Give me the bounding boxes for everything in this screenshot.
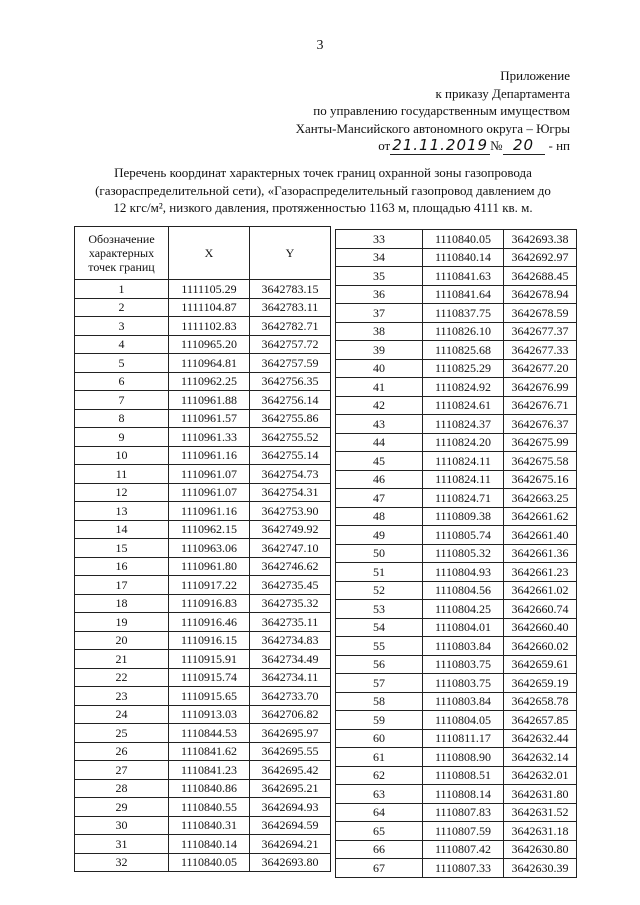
table-row [336,840,577,859]
cell-point: 39 [336,341,423,360]
cell-point: 8 [75,409,169,428]
table-row [75,557,331,576]
cell-x: 1110824.61 [423,396,504,415]
cell-point: 58 [336,692,423,711]
table-row [75,446,331,465]
cell-x: 1110961.57 [169,409,250,428]
cell-x: 1110840.05 [423,230,504,249]
cell-point: 25 [75,724,169,743]
cell-y: 3642675.99 [504,433,577,452]
cell-x: 1110808.51 [423,766,504,785]
cell-point: 37 [336,304,423,323]
cell-point: 47 [336,489,423,508]
cell-point: 34 [336,248,423,267]
cell-x: 1110915.74 [169,668,250,687]
cell-point: 33 [336,230,423,249]
cell-x: 1110913.03 [169,705,250,724]
cell-point: 16 [75,557,169,576]
cell-y: 3642747.10 [250,539,331,558]
cell-point: 28 [75,779,169,798]
cell-y: 3642754.73 [250,465,331,484]
cell-point: 30 [75,816,169,835]
table-row [336,600,577,619]
cell-point: 51 [336,563,423,582]
cell-x: 1110961.33 [169,428,250,447]
cell-point: 9 [75,428,169,447]
cell-y: 3642734.83 [250,631,331,650]
cell-x: 1110840.14 [169,835,250,854]
table-row [336,655,577,674]
cell-point: 17 [75,576,169,595]
table-row [336,470,577,489]
cell-point: 66 [336,840,423,859]
cell-y: 3642660.40 [504,618,577,637]
cell-y: 3642677.37 [504,322,577,341]
header-x: X [169,227,250,280]
table-row [336,859,577,878]
table-row [336,748,577,767]
table-row [336,822,577,841]
cell-x: 1110805.74 [423,526,504,545]
table-row [75,742,331,761]
table-row [336,415,577,434]
table-row [75,724,331,743]
cell-point: 43 [336,415,423,434]
cell-y: 3642632.44 [504,729,577,748]
cell-point: 1 [75,280,169,299]
cell-y: 3642663.25 [504,489,577,508]
table-row [336,359,577,378]
cell-x: 1110961.07 [169,465,250,484]
cell-y: 3642661.40 [504,526,577,545]
cell-point: 21 [75,650,169,669]
cell-y: 3642661.62 [504,507,577,526]
cell-x: 1110965.20 [169,335,250,354]
cell-x: 1110807.42 [423,840,504,859]
cell-y: 3642676.37 [504,415,577,434]
table-row [336,489,577,508]
cell-y: 3642694.21 [250,835,331,854]
cell-x: 1110803.75 [423,674,504,693]
cell-y: 3642660.02 [504,637,577,656]
table-row [336,729,577,748]
cell-y: 3642695.42 [250,761,331,780]
table-body-right [336,230,577,878]
cell-x: 1110804.05 [423,711,504,730]
table-row [75,650,331,669]
cell-point: 48 [336,507,423,526]
cell-y: 3642735.45 [250,576,331,595]
cell-x: 1110808.90 [423,748,504,767]
cell-y: 3642735.11 [250,613,331,632]
cell-y: 3642630.39 [504,859,577,878]
table-row [336,452,577,471]
table-row [75,816,331,835]
cell-point: 31 [75,835,169,854]
cell-y: 3642693.80 [250,853,331,872]
cell-point: 44 [336,433,423,452]
order-prefix: от [378,138,391,153]
cell-x: 1110840.55 [169,798,250,817]
table-row [75,705,331,724]
cell-point: 50 [336,544,423,563]
table-row [75,779,331,798]
cell-x: 1110826.10 [423,322,504,341]
table-row [336,674,577,693]
cell-y: 3642694.93 [250,798,331,817]
cell-point: 45 [336,452,423,471]
order-suffix: - нп [548,138,570,153]
cell-x: 1110824.20 [423,433,504,452]
cell-x: 1110844.53 [169,724,250,743]
table-row [75,298,331,317]
cell-x: 1110841.23 [169,761,250,780]
appendix-line: к приказу Департамента [435,85,570,101]
cell-point: 26 [75,742,169,761]
cell-x: 1110824.11 [423,470,504,489]
cell-point: 60 [336,729,423,748]
cell-y: 3642706.82 [250,705,331,724]
cell-y: 3642678.94 [504,285,577,304]
table-row [75,409,331,428]
cell-point: 49 [336,526,423,545]
cell-x: 1110807.33 [423,859,504,878]
table-row [336,563,577,582]
table-row [336,341,577,360]
cell-y: 3642782.71 [250,317,331,336]
cell-point: 4 [75,335,169,354]
cell-point: 6 [75,372,169,391]
cell-x: 1110961.88 [169,391,250,410]
cell-x: 1110916.83 [169,594,250,613]
cell-point: 54 [336,618,423,637]
cell-y: 3642755.14 [250,446,331,465]
cell-x: 1110804.56 [423,581,504,600]
cell-x: 1110824.11 [423,452,504,471]
cell-point: 56 [336,655,423,674]
table-row [75,594,331,613]
cell-point: 19 [75,613,169,632]
cell-x: 1110841.62 [169,742,250,761]
header-point: Обозначение характерных точек границ [75,227,169,280]
cell-point: 24 [75,705,169,724]
document-title: Перечень координат характерных точек границ охранной зоны газопровода (газораспределительной сети), «Газораспределительный газопровод давлением до 12 кгс/м², низкого давления, протяженностью 1163 м, площадью 4111 кв. м. [95,165,551,215]
table-row [75,520,331,539]
cell-x: 1110803.75 [423,655,504,674]
cell-point: 52 [336,581,423,600]
cell-x: 1111104.87 [169,298,250,317]
cell-point: 29 [75,798,169,817]
cell-y: 3642678.59 [504,304,577,323]
cell-x: 1110961.16 [169,446,250,465]
table-row [336,267,577,286]
cell-point: 2 [75,298,169,317]
table-row [336,230,577,249]
table-row [75,668,331,687]
cell-point: 42 [336,396,423,415]
cell-x: 1110840.31 [169,816,250,835]
cell-x: 1110837.75 [423,304,504,323]
cell-x: 1110962.25 [169,372,250,391]
cell-point: 11 [75,465,169,484]
cell-point: 27 [75,761,169,780]
cell-y: 3642756.14 [250,391,331,410]
cell-y: 3642734.11 [250,668,331,687]
cell-x: 1110840.86 [169,779,250,798]
table-row [75,576,331,595]
cell-point: 32 [75,853,169,872]
cell-point: 7 [75,391,169,410]
cell-y: 3642735.32 [250,594,331,613]
table-row [336,396,577,415]
cell-point: 62 [336,766,423,785]
cell-y: 3642754.31 [250,483,331,502]
cell-y: 3642631.18 [504,822,577,841]
cell-x: 1110803.84 [423,692,504,711]
table-row [75,502,331,521]
cell-point: 5 [75,354,169,373]
cell-x: 1110916.46 [169,613,250,632]
order-no-label: № [490,138,503,153]
table-row [336,711,577,730]
cell-x: 1110962.15 [169,520,250,539]
cell-y: 3642783.15 [250,280,331,299]
cell-y: 3642692.97 [504,248,577,267]
table-row [75,354,331,373]
cell-y: 3642688.45 [504,267,577,286]
table-row [336,526,577,545]
table-row [75,539,331,558]
cell-point: 35 [336,267,423,286]
cell-point: 40 [336,359,423,378]
cell-point: 59 [336,711,423,730]
cell-x: 1110805.32 [423,544,504,563]
table-row [75,372,331,391]
cell-point: 20 [75,631,169,650]
header-y: Y [250,227,331,280]
table-header-row [75,227,331,280]
cell-y: 3642676.99 [504,378,577,397]
cell-y: 3642659.19 [504,674,577,693]
cell-y: 3642733.70 [250,687,331,706]
table-row [336,304,577,323]
cell-y: 3642693.38 [504,230,577,249]
cell-y: 3642676.71 [504,396,577,415]
table-row [336,581,577,600]
table-row [336,285,577,304]
table-row [75,761,331,780]
cell-x: 1110824.71 [423,489,504,508]
cell-y: 3642660.74 [504,600,577,619]
cell-x: 1110964.81 [169,354,250,373]
cell-point: 67 [336,859,423,878]
cell-x: 1110915.65 [169,687,250,706]
cell-x: 1111102.83 [169,317,250,336]
cell-y: 3642755.52 [250,428,331,447]
cell-y: 3642632.14 [504,748,577,767]
table-row [75,465,331,484]
appendix-header [296,67,570,137]
cell-point: 64 [336,803,423,822]
table-body-left [75,280,331,872]
cell-y: 3642630.80 [504,840,577,859]
cell-y: 3642631.80 [504,785,577,804]
cell-point: 14 [75,520,169,539]
cell-x: 1110841.63 [423,267,504,286]
cell-x: 1110804.93 [423,563,504,582]
table-row [75,317,331,336]
cell-y: 3642757.72 [250,335,331,354]
table-row [75,631,331,650]
table-row [336,322,577,341]
cell-x: 1110807.59 [423,822,504,841]
cell-point: 65 [336,822,423,841]
cell-y: 3642657.85 [504,711,577,730]
table-row [75,428,331,447]
cell-point: 41 [336,378,423,397]
table-row [336,433,577,452]
cell-x: 1110961.80 [169,557,250,576]
table-row [75,335,331,354]
table-row [75,391,331,410]
cell-y: 3642677.20 [504,359,577,378]
appendix-line: по управлению государственным имуществом [313,103,570,118]
cell-x: 1110807.83 [423,803,504,822]
cell-point: 10 [75,446,169,465]
cell-point: 57 [336,674,423,693]
cell-y: 3642659.61 [504,655,577,674]
table-row [336,637,577,656]
cell-y: 3642746.62 [250,557,331,576]
cell-x: 1110811.17 [423,729,504,748]
cell-x: 1110963.06 [169,539,250,558]
cell-x: 1110841.64 [423,285,504,304]
cell-point: 15 [75,539,169,558]
table-row [336,618,577,637]
cell-y: 3642695.97 [250,724,331,743]
table-row [336,766,577,785]
cell-point: 12 [75,483,169,502]
table-row [75,613,331,632]
cell-x: 1110808.14 [423,785,504,804]
cell-x: 1110961.16 [169,502,250,521]
cell-y: 3642695.21 [250,779,331,798]
cell-x: 1110825.29 [423,359,504,378]
cell-y: 3642757.59 [250,354,331,373]
table-row [336,248,577,267]
table-row [75,483,331,502]
cell-x: 1110915.91 [169,650,250,669]
cell-y: 3642661.02 [504,581,577,600]
table-row [336,785,577,804]
cell-x: 1110824.92 [423,378,504,397]
table-row [75,280,331,299]
cell-x: 1110803.84 [423,637,504,656]
table-row [75,687,331,706]
cell-x: 1110825.68 [423,341,504,360]
cell-x: 1111105.29 [169,280,250,299]
cell-y: 3642661.23 [504,563,577,582]
cell-y: 3642631.52 [504,803,577,822]
cell-y: 3642658.78 [504,692,577,711]
cell-y: 3642749.92 [250,520,331,539]
coordinates-table-left [74,226,331,872]
cell-point: 46 [336,470,423,489]
cell-y: 3642632.01 [504,766,577,785]
cell-point: 18 [75,594,169,613]
cell-point: 38 [336,322,423,341]
cell-y: 3642756.35 [250,372,331,391]
order-date: 21.11.2019 [392,136,489,154]
cell-x: 1110840.14 [423,248,504,267]
cell-y: 3642734.49 [250,650,331,669]
cell-point: 55 [336,637,423,656]
table-row [336,692,577,711]
cell-point: 23 [75,687,169,706]
cell-point: 63 [336,785,423,804]
cell-y: 3642675.16 [504,470,577,489]
cell-x: 1110840.05 [169,853,250,872]
table-row [336,378,577,397]
cell-point: 61 [336,748,423,767]
cell-y: 3642677.33 [504,341,577,360]
cell-x: 1110961.07 [169,483,250,502]
table-row [336,803,577,822]
cell-y: 3642753.90 [250,502,331,521]
coordinates-table-right [335,229,577,878]
cell-y: 3642661.36 [504,544,577,563]
cell-y: 3642694.59 [250,816,331,835]
cell-point: 22 [75,668,169,687]
appendix-line: Ханты-Мансийского автономного округа – Югры [295,120,570,136]
cell-point: 53 [336,600,423,619]
cell-x: 1110809.38 [423,507,504,526]
cell-y: 3642783.11 [250,298,331,317]
cell-y: 3642755.86 [250,409,331,428]
table-row [75,835,331,854]
cell-x: 1110824.37 [423,415,504,434]
table-row [336,507,577,526]
cell-x: 1110804.25 [423,600,504,619]
cell-x: 1110804.01 [423,618,504,637]
order-number: 20 [503,136,545,155]
cell-x: 1110917.22 [169,576,250,595]
cell-point: 36 [336,285,423,304]
cell-point: 3 [75,317,169,336]
table-row [336,544,577,563]
cell-y: 3642695.55 [250,742,331,761]
cell-point: 13 [75,502,169,521]
cell-x: 1110916.15 [169,631,250,650]
cell-y: 3642675.58 [504,452,577,471]
table-row [75,853,331,872]
order-reference [378,136,570,155]
page-number: 3 [316,38,324,53]
appendix-line: Приложение [500,68,570,83]
table-row [75,798,331,817]
